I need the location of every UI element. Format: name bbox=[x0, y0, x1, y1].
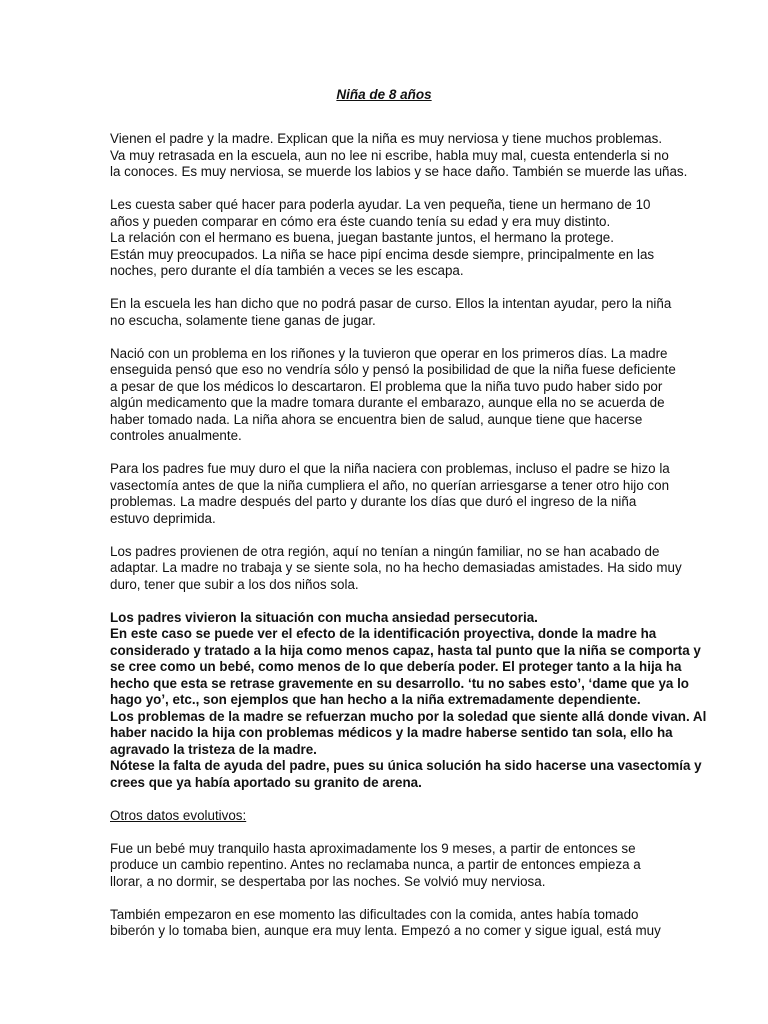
text-line: Los problemas de la madre se refuerzan mucho por la soledad que siente allá donde vivan. Al bbox=[110, 708, 707, 724]
text-line: Nótese la falta de ayuda del padre, pues su única solución ha sido hacerse una vasectomía y bbox=[110, 758, 702, 773]
paragraph-birth bbox=[110, 345, 676, 445]
text-line: problemas. La madre después del parto y durante los días que duró el ingreso de la niña bbox=[110, 494, 637, 509]
text-line: agravado la tristeza de la madre. bbox=[110, 741, 317, 757]
paragraph-school bbox=[110, 296, 670, 329]
text-line: Están muy preocupados. La niña se hace pipí encima desde siempre, principalmente en las bbox=[110, 246, 655, 262]
text-line: enseguida pensó que eso no vendría sólo y pensó la posibilidad de que la niña fuese deficiente bbox=[110, 362, 676, 377]
text-line: noches, pero durante el día también a veces se les escapa. bbox=[110, 263, 464, 278]
text-line: Los padres vivieron la situación con mucha ansiedad persecutoria. bbox=[110, 609, 538, 625]
text-line: hago yo’, etc., son ejemplos que han hecho a la niña extremadamente dependiente. bbox=[110, 692, 641, 707]
text-line: En la escuela les han dicho que no podrá pasar de curso. Ellos la intentan ayudar, pero la niña bbox=[110, 296, 672, 311]
text-line: hecho que esta se retrase gravemente en su desarrollo. ‘tu no sabes esto’, ‘dame que ya lo bbox=[110, 675, 689, 691]
text-line: la conoces. Es muy nerviosa, se muerde los labios y se hace daño. También se muerde las uñas. bbox=[110, 164, 688, 179]
text-line: Vienen el padre y la madre. Explican que la niña es muy nerviosa y tiene muchos problemas. bbox=[110, 131, 663, 146]
paragraph-baby bbox=[110, 841, 670, 891]
text-line: algún medicamento que la madre tomara durante el embarazo, aunque ella no se acuerda de bbox=[110, 395, 665, 410]
text-line: Va muy retrasada en la escuela, aun no lee ni escribe, habla muy mal, cuesta entenderla si no bbox=[110, 147, 669, 163]
text-line: haber nacido la hija con problemas médicos y la madre haberse sentido tan sola, ello ha bbox=[110, 725, 673, 740]
text-line: llorar, a no dormir, se despertaba por las noches. Se volvió muy nerviosa. bbox=[110, 873, 546, 889]
text-line: Fue un bebé muy tranquilo hasta aproximadamente los 9 meses, a partir de entonces se bbox=[110, 840, 636, 856]
document-title: Niña de 8 años bbox=[336, 87, 432, 102]
paragraph-parents bbox=[110, 461, 670, 527]
text-line: produce un cambio repentino. Antes no reclamaba nunca, a partir de entonces empieza a bbox=[110, 857, 641, 872]
text-line: haber tomado nada. La niña ahora se encuentra bien de salud, aunque tiene que hacerse bbox=[110, 411, 643, 427]
text-line: biberón y lo tomaba bien, aunque era muy lenta. Empezó a no comer y sigue igual, está muy bbox=[110, 923, 661, 938]
text-line: Nació con un problema en los riñones y la tuvieron que operar en los primeros días. La madre bbox=[110, 345, 668, 361]
paragraph-analysis bbox=[110, 609, 707, 792]
text-line: controles anualmente. bbox=[110, 428, 242, 443]
text-line: Les cuesta saber qué hacer para poderla ayudar. La ven pequeña, tiene un hermano de 10 bbox=[110, 197, 651, 212]
paragraph-region bbox=[110, 543, 682, 594]
document-body bbox=[110, 131, 707, 956]
text-line: En este caso se puede ver el efecto de la identificación proyectiva, donde la madre ha bbox=[110, 626, 657, 641]
paragraph-food bbox=[110, 907, 670, 940]
text-line: años y pueden comparar en cómo era éste cuando tenía su edad y era muy distinto. bbox=[110, 213, 611, 229]
text-line: vasectomía antes de que la niña cumpliera el año, no querían arriesgarse a tener otro hijo con bbox=[110, 477, 670, 493]
text-line: También empezaron en ese momento las dificultades con la comida, antes había tomado bbox=[110, 906, 639, 922]
text-line: La relación con el hermano es buena, juegan bastante juntos, el hermano la protege. bbox=[110, 230, 614, 245]
text-line: se cree como un bebé, como menos de lo que debería poder. El proteger tanto a la hija ha bbox=[110, 659, 682, 674]
text-line: adaptar. La madre no trabaja y se siente sola, no ha hecho demasiadas amistades. Ha sido muy bbox=[110, 560, 682, 575]
text-line: considerado y tratado a la hija como menos capaz, hasta tal punto que la niña se comporta y bbox=[110, 642, 701, 658]
paragraph-intro bbox=[110, 131, 688, 181]
paragraph-family bbox=[110, 197, 670, 280]
text-line: duro, tener que subir a los dos niños sola. bbox=[110, 576, 359, 592]
text-line: crees que ya había aportado su granito de arena. bbox=[110, 774, 422, 790]
section-heading: Otros datos evolutivos: bbox=[110, 807, 247, 823]
text-line: Los padres provienen de otra región, aquí no tenían a ningún familiar, no se han acabado de bbox=[110, 543, 660, 559]
text-line: estuvo deprimida. bbox=[110, 510, 216, 526]
text-line: no escucha, solamente tiene ganas de jugar. bbox=[110, 312, 376, 328]
text-line: Para los padres fue muy duro el que la niña naciera con problemas, incluso el padre se hizo la bbox=[110, 461, 670, 476]
text-line: a pesar de que los médicos lo descartaron. El problema que la niña tuvo pudo haber sido por bbox=[110, 378, 663, 394]
section-heading-otros-datos bbox=[110, 808, 670, 825]
